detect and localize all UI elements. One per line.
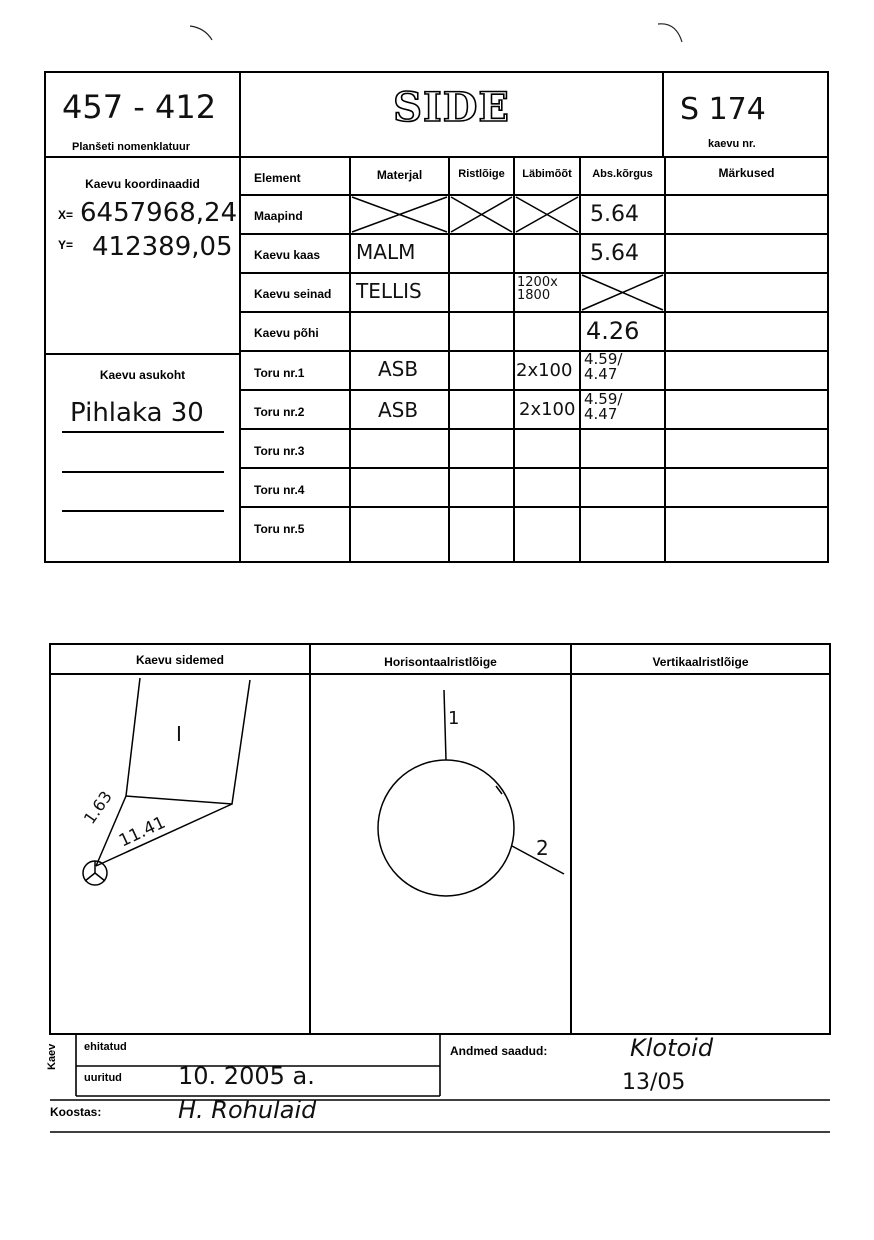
- cell-materjal: ASB: [378, 357, 419, 381]
- cell-abs-korgus: 4.26: [586, 317, 640, 345]
- row-element-label: Toru nr.1: [254, 366, 305, 380]
- panel-title-sidemed: Kaevu sidemed: [135, 653, 225, 667]
- row-element-label: Toru nr.5: [254, 522, 305, 536]
- well-side-label: Kaev: [46, 1043, 58, 1070]
- cell-abs-korgus: 4.59/ 4.47: [584, 390, 623, 423]
- row-element-label: Kaevu põhi: [254, 326, 319, 340]
- surveyed-value: 10. 2005 a.: [178, 1062, 315, 1090]
- compiled-value: H. Rohulaid: [178, 1096, 317, 1124]
- col-header-ristloige: Ristlõige: [458, 168, 505, 180]
- location-label: Kaevu asukoht: [99, 368, 186, 382]
- distance-label-1: 1.63: [79, 787, 116, 828]
- row-element-label: Kaevu seinad: [254, 287, 332, 301]
- col-header-materjal: Materjal: [376, 168, 423, 182]
- cell-labimoot: 2x100: [516, 360, 573, 381]
- distance-label-2: 11.41: [116, 812, 169, 852]
- compiled-label: Koostas:: [50, 1105, 102, 1119]
- col-header-element: Element: [254, 171, 301, 185]
- cell-materjal: TELLIS: [356, 279, 422, 303]
- page-title: SIDE: [393, 84, 510, 131]
- row-element-label: Toru nr.2: [254, 405, 305, 419]
- cell-abs-korgus: 5.64: [590, 202, 639, 227]
- coordinates-label: Kaevu koordinaadid: [85, 177, 200, 191]
- cell-labimoot: 1200x 1800: [517, 275, 558, 303]
- col-header-abs-korgus: Abs.kõrgus: [592, 168, 653, 180]
- data-received-label: Andmed saadud:: [450, 1044, 548, 1058]
- building-label: I: [176, 722, 182, 746]
- pipe-2-label: 2: [536, 836, 549, 860]
- row-element-label: Maapind: [254, 209, 303, 223]
- surveyed-label: uuritud: [84, 1072, 122, 1084]
- row-element-label: Toru nr.3: [254, 444, 305, 458]
- cell-abs-korgus: 5.64: [590, 241, 639, 266]
- panel-title-horisontaal: Horisontaalristlõige: [384, 655, 497, 669]
- horizontal-section-sketch: [312, 676, 570, 1032]
- well-number-label: kaevu nr.: [708, 138, 756, 150]
- cell-abs-korgus: 4.59/ 4.47: [584, 350, 623, 383]
- x-value: 6457968,24: [80, 198, 238, 228]
- cell-materjal: MALM: [356, 240, 416, 264]
- row-element-label: Kaevu kaas: [254, 248, 321, 262]
- col-header-labimoot: Läbimõõt: [522, 168, 572, 180]
- pipe-1-label: 1: [448, 708, 460, 729]
- row-element-label: Toru nr.4: [254, 483, 305, 497]
- data-received-date: 13/05: [622, 1070, 686, 1095]
- panel-title-vertikaal: Vertikaalristlõige: [652, 655, 749, 669]
- cell-labimoot: 2x100: [519, 399, 576, 420]
- footer-grid: [0, 1030, 874, 1140]
- x-label: X=: [58, 208, 74, 222]
- cell-materjal: ASB: [378, 398, 419, 422]
- y-value: 412389,05: [92, 232, 233, 262]
- nomenclature-label: Planšeti nomenklatuur: [72, 141, 190, 153]
- location-value: Pihlaka 30: [70, 398, 204, 428]
- built-label: ehitatud: [84, 1041, 127, 1053]
- nomenclature-value: 457 - 412: [62, 88, 217, 126]
- data-received-value: Klotoid: [630, 1034, 714, 1062]
- col-header-markused: Märkused: [718, 166, 775, 180]
- well-number-value: S 174: [680, 92, 766, 127]
- y-label: Y=: [58, 238, 74, 252]
